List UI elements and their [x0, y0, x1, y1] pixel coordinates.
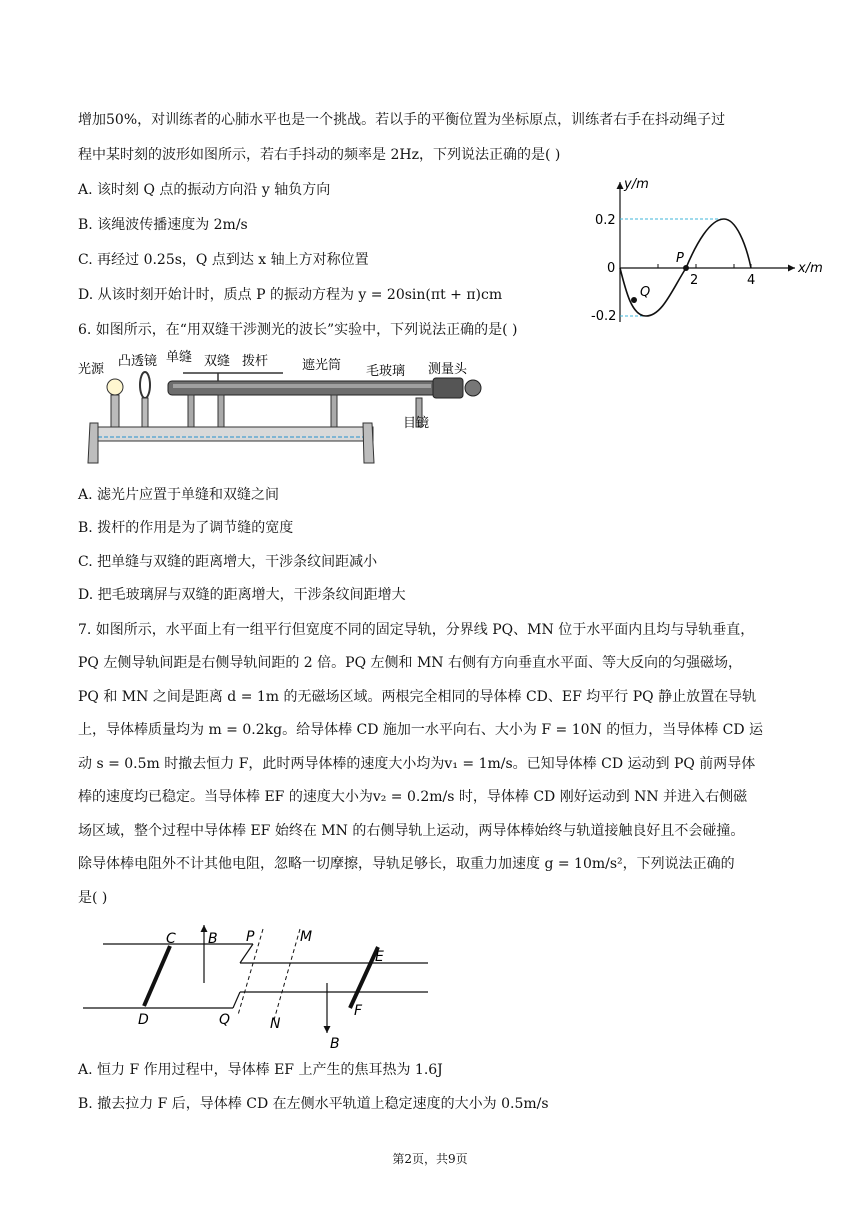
double-slit-apparatus-figure — [78, 345, 498, 470]
wave-figure — [590, 172, 830, 327]
q6-option-a: A. 滤光片应置于单缝和双缝之间 — [78, 487, 280, 503]
label-f: F — [354, 1003, 363, 1019]
q7-stem-line-1: 7. 如图所示，水平面上有一组平行但宽度不同的固定导轨，分界线 PQ、MN 位于水平面内且均与导轨垂直， — [78, 622, 755, 638]
y-tick-negative: -0.2 — [591, 309, 617, 324]
q7-stem-line-2: PQ 左侧导轨间距是右侧导轨间距的 2 倍。PQ 左侧和 MN 右侧有方向垂直水平面、等大反向的匀强磁场， — [78, 655, 742, 671]
point-q-label: Q — [640, 285, 651, 300]
q7-stem-line-6: 棒的速度均已稳定。当导体棒 EF 的速度大小为v₂ = 0.2m/s 时，导体棒 CD 刚好运动到 NN 并进入右侧磁 — [78, 789, 748, 805]
origin-label: 0 — [607, 261, 616, 276]
q7-stem-line-7: 场区域，整个过程中导体棒 EF 始终在 MN 的右侧导轨上运动，两导体棒始终与轨道接触良好且不会碰撞。 — [78, 823, 745, 839]
q6-stem: 6. 如图所示，在“用双缝干涉测光的波长”实验中，下列说法正确的是( ) — [78, 322, 518, 338]
rail-figure — [78, 915, 438, 1050]
q6-option-b: B. 拨杆的作用是为了调节缝的宽度 — [78, 520, 294, 536]
y-tick-positive: 0.2 — [595, 213, 616, 228]
label-d: D — [138, 1012, 149, 1028]
label-eyepiece: 目镜 — [403, 416, 430, 431]
page-footer: 第2页，共9页 — [392, 1152, 468, 1166]
y-axis-label: y/m — [624, 177, 649, 192]
point-q — [631, 297, 637, 303]
point-p — [683, 265, 689, 271]
label-lever: 拨杆 — [242, 354, 269, 369]
label-measuring-head: 测量头 — [428, 362, 468, 377]
label-double-slit: 双缝 — [204, 354, 231, 369]
q5-stem-line-2: 程中某时刻的波形如图所示，若右手抖动的频率是 2Hz，下列说法正确的是( ) — [78, 147, 561, 163]
q6-option-d: D. 把毛玻璃屏与双缝的距离增大，干涉条纹间距增大 — [78, 587, 406, 603]
q5-option-d: D. 从该时刻开始计时，质点 P 的振动方程为 y = 20sin(πt + π)cm — [78, 287, 503, 303]
q7-stem-line-8: 除导体棒电阻外不计其他电阻，忽略一切摩擦，导轨足够长，取重力加速度 g = 10m/s²，下列说法正确的 — [78, 856, 735, 872]
q7-stem-line-3: PQ 和 MN 之间是距离 d = 1m 的无磁场区域。两根完全相同的导体棒 CD、EF 均平行 PQ 静止放置在导轨 — [78, 689, 757, 705]
q6-option-c: C. 把单缝与双缝的距离增大，干涉条纹间距减小 — [78, 554, 378, 570]
rod-ef — [350, 947, 378, 1008]
q7-stem-line-4: 上，导体棒质量均为 m = 0.2kg。给导体棒 CD 施加一水平向右、大小为 F = 10N 的恒力，当导体棒 CD 运 — [78, 722, 764, 738]
label-m: M — [300, 929, 313, 945]
q5-option-a: A. 该时刻 Q 点的振动方向沿 y 轴负方向 — [78, 182, 331, 198]
label-single-slit: 单缝 — [166, 350, 193, 365]
label-c: C — [166, 931, 176, 947]
label-q: Q — [219, 1012, 231, 1028]
label-n: N — [270, 1016, 281, 1032]
q7-option-a: A. 恒力 F 作用过程中，导体棒 EF 上产生的焦耳热为 1.6J — [78, 1062, 443, 1078]
label-b-down: B — [330, 1036, 340, 1050]
point-p-label: P — [676, 251, 684, 266]
label-light-source: 光源 — [78, 362, 105, 377]
x-tick-4: 4 — [747, 273, 756, 288]
q7-stem-line-9: 是( ) — [78, 890, 108, 906]
label-p: P — [246, 929, 255, 945]
q7-option-b: B. 撤去拉力 F 后，导体棒 CD 在左侧水平轨道上稳定速度的大小为 0.5m/s — [78, 1096, 549, 1112]
x-axis-label: x/m — [798, 261, 823, 276]
rod-cd — [144, 946, 170, 1006]
q7-stem-line-5: 动 s = 0.5m 时撤去恒力 F，此时两导体棒的速度大小均为v₁ = 1m/s。已知导体棒 CD 运动到 PQ 前两导体 — [78, 756, 756, 772]
x-tick-2: 2 — [690, 273, 699, 288]
label-e: E — [375, 949, 384, 965]
q5-option-b: B. 该绳波传播速度为 2m/s — [78, 217, 248, 233]
label-convex-lens: 凸透镜 — [118, 354, 158, 369]
q5-option-c: C. 再经过 0.25s，Q 点到达 x 轴上方对称位置 — [78, 252, 369, 268]
label-frosted-glass: 毛玻璃 — [366, 364, 406, 379]
label-shading-tube: 遮光筒 — [302, 358, 342, 373]
q5-stem-line-1: 增加50%，对训练者的心肺水平也是一个挑战。若以手的平衡位置为坐标原点，训练者右手在抖动绳子过 — [78, 112, 726, 128]
label-b-up: B — [208, 931, 218, 947]
